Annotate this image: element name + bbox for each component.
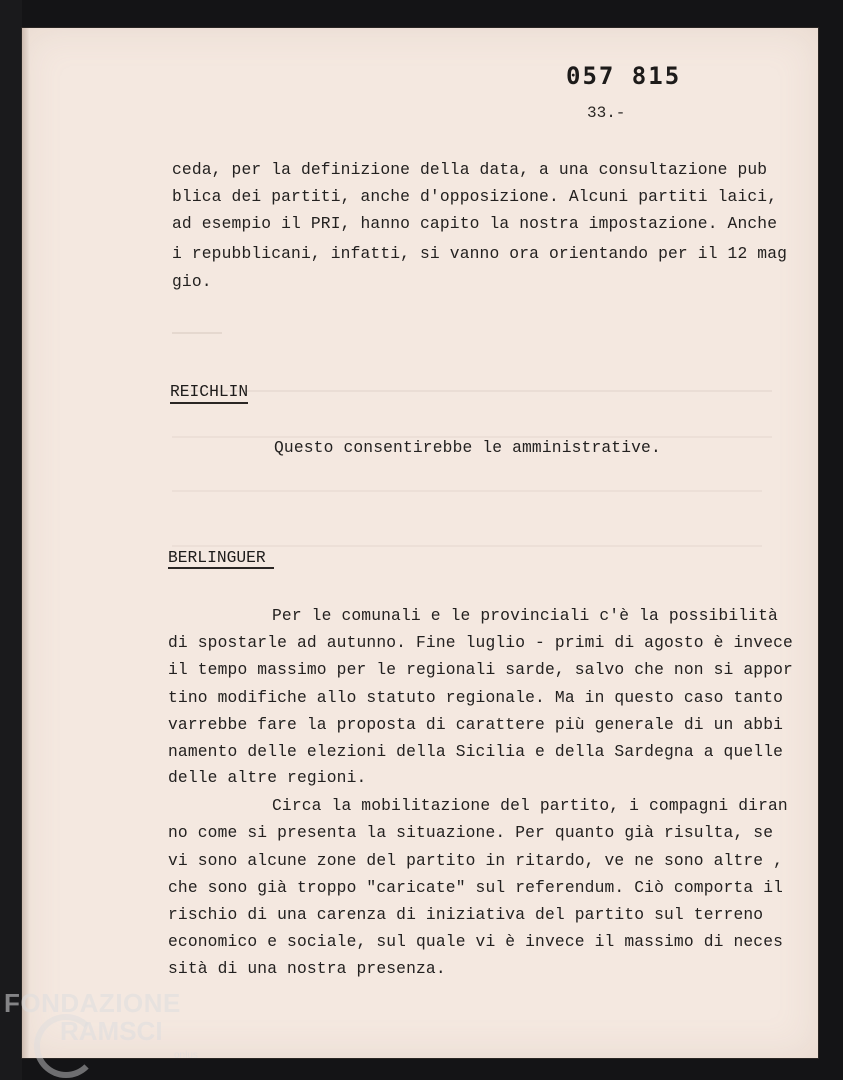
bleed-through-mark: [172, 545, 762, 547]
text-line: economico e sociale, sul quale vi è invece il massimo di neces: [168, 932, 784, 951]
speaker-name-berlinguer: BERLINGUER: [168, 548, 266, 567]
watermark-subtitle: RAMSCI: [60, 1016, 163, 1046]
archive-stamp-number: 057 815: [566, 62, 682, 90]
speaker-remark: Questo consentirebbe le amministrative.: [274, 438, 661, 457]
text-line: che sono già troppo "caricate" sul referendum. Ciò comporta il: [168, 878, 784, 897]
text-line: il tempo massimo per le regionali sarde, salvo che non si appor: [168, 660, 793, 679]
text-line: ceda, per la definizione della data, a una consultazione pub: [172, 160, 768, 179]
scan-border: [0, 0, 22, 1080]
text-line: namento delle elezioni della Sicilia e della Sardegna a quelle: [168, 742, 784, 761]
text-line: delle altre regioni.: [168, 768, 367, 787]
text-line: i repubblicani, infatti, si vanno ora orientando per il 12 mag: [172, 244, 788, 263]
text-line: no come si presenta la situazione. Per quanto già risulta, se: [168, 823, 774, 842]
watermark-onlus: onlus: [174, 1050, 198, 1061]
text-line: gio.: [172, 272, 212, 291]
bleed-through-mark: [172, 390, 772, 392]
typewritten-page: [22, 28, 818, 1058]
speaker-underline: [168, 567, 274, 569]
bleed-through-mark: [172, 490, 762, 492]
text-line: varrebbe fare la proposta di carattere più generale di un abbi: [168, 715, 784, 734]
page-edge: [22, 28, 30, 1058]
text-line: rischio di una carenza di iniziativa del partito sul terreno: [168, 905, 764, 924]
text-line: sità di una nostra presenza.: [168, 959, 446, 978]
text-line: Per le comunali e le provinciali c'è la possibilità: [272, 606, 778, 625]
text-line: vi sono alcune zone del partito in ritardo, ve ne sono altre ,: [168, 851, 784, 870]
bleed-through-mark: [172, 318, 222, 334]
speaker-name-reichlin: REICHLIN: [170, 382, 249, 401]
text-line: ad esempio il PRI, hanno capito la nostra impostazione. Anche: [172, 214, 778, 233]
page-number: 33.-: [587, 104, 626, 122]
text-line: blica dei partiti, anche d'opposizione. Alcuni partiti laici,: [172, 187, 778, 206]
watermark-title: FONDAZIONE: [4, 988, 181, 1018]
speaker-underline: [170, 402, 248, 404]
text-line: Circa la mobilitazione del partito, i compagni diran: [272, 796, 788, 815]
text-line: di spostarle ad autunno. Fine luglio - primi di agosto è invece: [168, 633, 793, 652]
text-line: tino modifiche allo statuto regionale. Ma in questo caso tanto: [168, 688, 784, 707]
